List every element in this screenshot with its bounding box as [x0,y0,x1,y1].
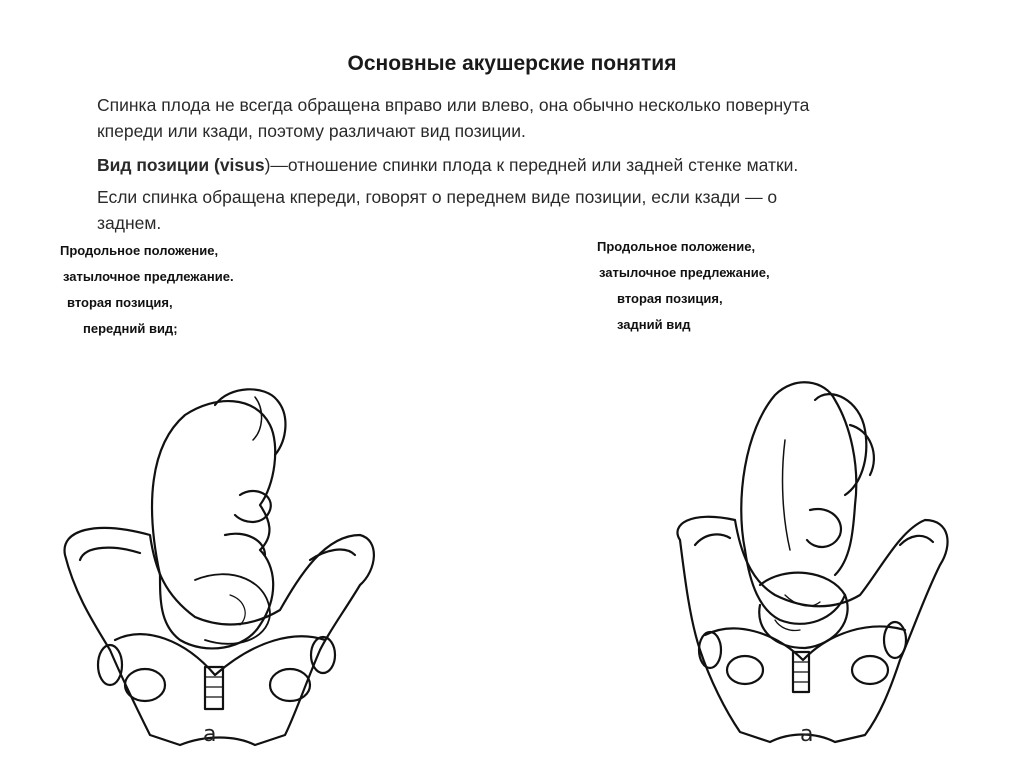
caption-right [597,234,770,338]
caption-line: передний вид; [83,321,178,336]
caption-line: Продольное положение, [597,239,756,254]
caption-line: вторая позиция, [67,295,173,310]
paragraph-position-intro [97,92,957,144]
paragraph-line: кпереди или кзади, поэтому различают вид позиции. [97,121,526,141]
figure-label-right: a [800,722,814,747]
fetus-in-pelvis-posterior-icon [665,370,955,765]
paragraph-line: заднем. [97,213,162,233]
caption-line: затылочное предлежание. [63,269,234,284]
definition-text: )—отношение спинки плода к передней или задней стенке матки. [264,155,799,175]
fetus-posterior-illustration [665,370,955,765]
caption-line: Продольное положение, [60,243,219,258]
paragraph-visus-definition [97,152,957,178]
paragraph-line: Спинка плода не всегда обращена вправо или влево, она обычно несколько повернута [97,95,810,115]
term-latin: visus [219,155,265,175]
paragraph-line: Если спинка обращена кпереди, говорят о переднем виде позиции, если кзади — о [97,187,778,207]
caption-line: задний вид [617,317,691,332]
fetus-in-pelvis-anterior-icon [55,385,385,765]
caption-line: затылочное предлежание, [599,265,770,280]
paragraph-anterior-posterior [97,184,957,236]
page-title: Основные акушерские понятия [347,52,677,75]
caption-left [60,238,234,342]
figure-label-left: a [203,722,217,747]
fetus-anterior-illustration [55,385,385,765]
term-bold: Вид позиции ( [97,155,220,175]
caption-line: вторая позиция, [617,291,723,306]
